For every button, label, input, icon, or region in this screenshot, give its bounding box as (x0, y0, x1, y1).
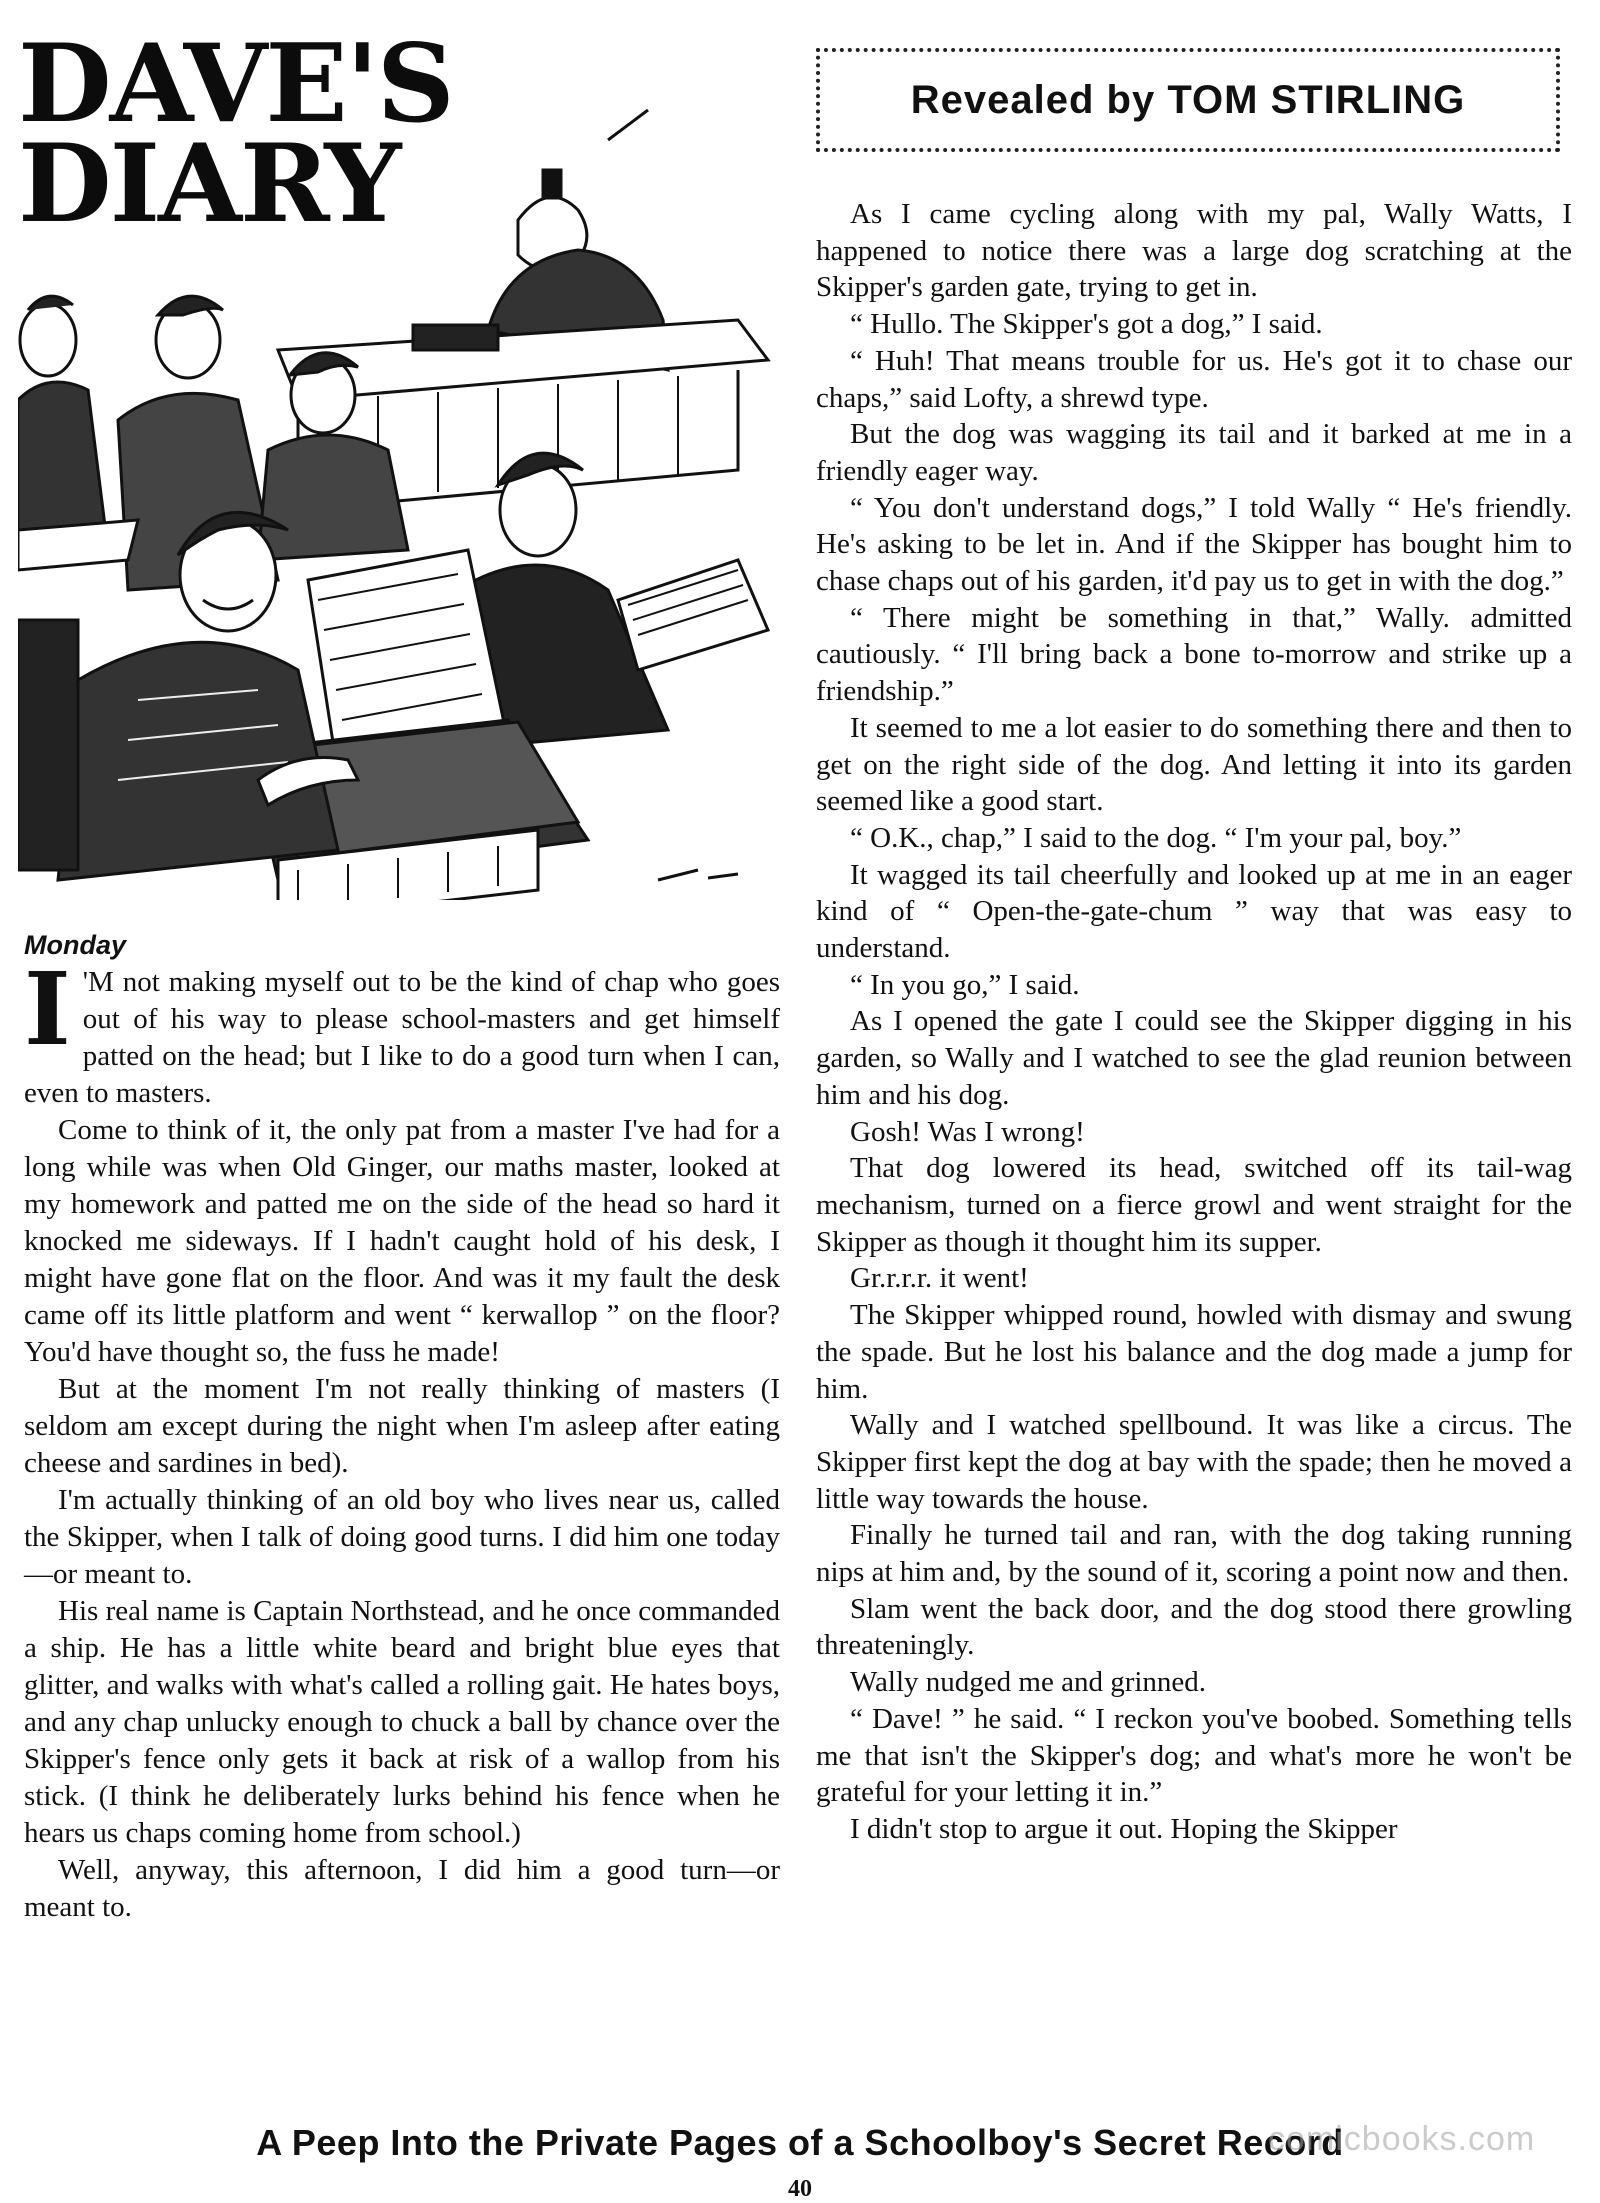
paragraph: “ There might be something in that,” Wally. admitted cautiously. “ I'll bring back a bone to-morrow and strike up a friendship.” (816, 601, 1572, 708)
left-column (24, 928, 780, 1926)
paragraph: “ Dave! ” he said. “ I reckon you've boobed. Something tells me that isn't the Skipper's dog; and what's more he won't be grateful for your letting it in.” (816, 1702, 1572, 1809)
paragraph: “ In you go,” I said. (850, 968, 1080, 1001)
right-column (816, 196, 1572, 1848)
page-number: 40 (788, 2176, 812, 2202)
watermark: comicbooks.com (1268, 2120, 1536, 2158)
title-line-2: DIARY (18, 121, 400, 247)
paragraph: But the dog was wagging its tail and it barked at me in a friendly eager way. (816, 418, 1572, 487)
paragraph: As I opened the gate I could see the Skipper digging in his garden, so Wally and I watched to see the glad reunion between him and his dog. (816, 1005, 1572, 1111)
paragraph-text: 'M not making myself out to be the kind of chap who goes out of his way to please school-masters and get himself patted on the head; but I like to do a good turn when I can, even to masters. (24, 966, 780, 1109)
day-heading: Monday (24, 930, 127, 960)
paragraph: Wally and I watched spellbound. It was like a circus. The Skipper first kept the dog at bay with the spade; then he moved a little way towards the house. (816, 1409, 1572, 1515)
paragraph: “ Hullo. The Skipper's got a dog,” I said. (850, 308, 1323, 341)
classroom-illustration (18, 100, 778, 900)
paragraph: Finally he turned tail and ran, with the dog taking running nips at him and, by the sound of it, scoring a point now and then. (816, 1519, 1572, 1589)
paragraph: Come to think of it, the only pat from a master I've had for a long while was when Old Ginger, our maths master, looked at my homework and patted me on the side of the head so hard it knocked me sideways. If I hadn't caught hold of his desk, I might have gone flat on the floor. And was it my fault the desk came off its little platform and went “ kerwallop ” on the floor? You'd have thought so, the fuss he made! (24, 1114, 780, 1368)
paragraph: Gr.r.r.r. it went! (850, 1262, 1029, 1295)
paragraph: As I came cycling along with my pal, Wally Watts, I happened to notice there was a large dog scratching at the Skipper's garden gate, trying to get in. (816, 198, 1572, 304)
byline-text: Revealed by TOM STIRLING (910, 77, 1466, 122)
paragraph: Slam went the back door, and the dog stood there growling threateningly. (816, 1592, 1572, 1662)
drop-cap: I (24, 950, 71, 1068)
paragraph: It seemed to me a lot easier to do something there and then to get on the right side of the dog. And letting it into its garden seemed like a good start. (816, 711, 1572, 818)
paragraph: It wagged its tail cheerfully and looked up at me in an eager kind of “ Open-the-gate-chum ” way that was easy to understand. (816, 858, 1572, 965)
paragraph: “ Huh! That means trouble for us. He's got it to chase our chaps,” said Lofty, a shrewd type. (816, 344, 1572, 414)
paragraph (24, 950, 780, 1112)
paragraph: That dog lowered its head, switched off its tail-wag mechanism, turned on a fierce growl and went straight for the Skipper as though it thought him its supper. (816, 1152, 1572, 1258)
paragraph: “ O.K., chap,” I said to the dog. “ I'm your pal, boy.” (850, 821, 1462, 854)
paragraph: The Skipper whipped round, howled with dismay and swung the spade. But he lost his balance and the dog made a jump for him. (816, 1299, 1572, 1405)
paragraph: But at the moment I'm not really thinking of masters (I seldom am except during the night when I'm asleep after eating cheese and sardines in bed). (24, 1373, 780, 1479)
paragraph: “ You don't understand dogs,” I told Wally “ He's friendly. He's asking to be let in. And if the Skipper has bought him to chase chaps out of his garden, it'd pay us to get in with the dog.” (816, 491, 1572, 598)
footer-tagline: A Peep Into the Private Pages of a Schoolboy's Secret Record (256, 2122, 1344, 2163)
paragraph: His real name is Captain Northstead, and he once commanded a ship. He has a little white beard and bright blue eyes that glitter, and walks with what's called a rolling gait. He hates boys, and any chap unlucky enough to chuck a ball by chance over the Skipper's fence only gets it back at risk of a wallop from his stick. (I think he deliberately lurks behind his fence when he hears us chaps coming home from school.) (24, 1595, 780, 1849)
title-line-1: DAVE'S (18, 21, 453, 147)
paragraph: Gosh! Was I wrong! (850, 1115, 1085, 1148)
paragraph: Wally nudged me and grinned. (850, 1666, 1207, 1699)
paragraph: I'm actually thinking of an old boy who lives near us, called the Skipper, when I talk of doing good turns. I did him one today—or meant to. (24, 1484, 780, 1590)
paragraph: I didn't stop to argue it out. Hoping the Skipper (850, 1812, 1398, 1845)
byline-box (816, 48, 1560, 152)
paragraph: Well, anyway, this afternoon, I did him a good turn—or meant to. (24, 1854, 780, 1923)
